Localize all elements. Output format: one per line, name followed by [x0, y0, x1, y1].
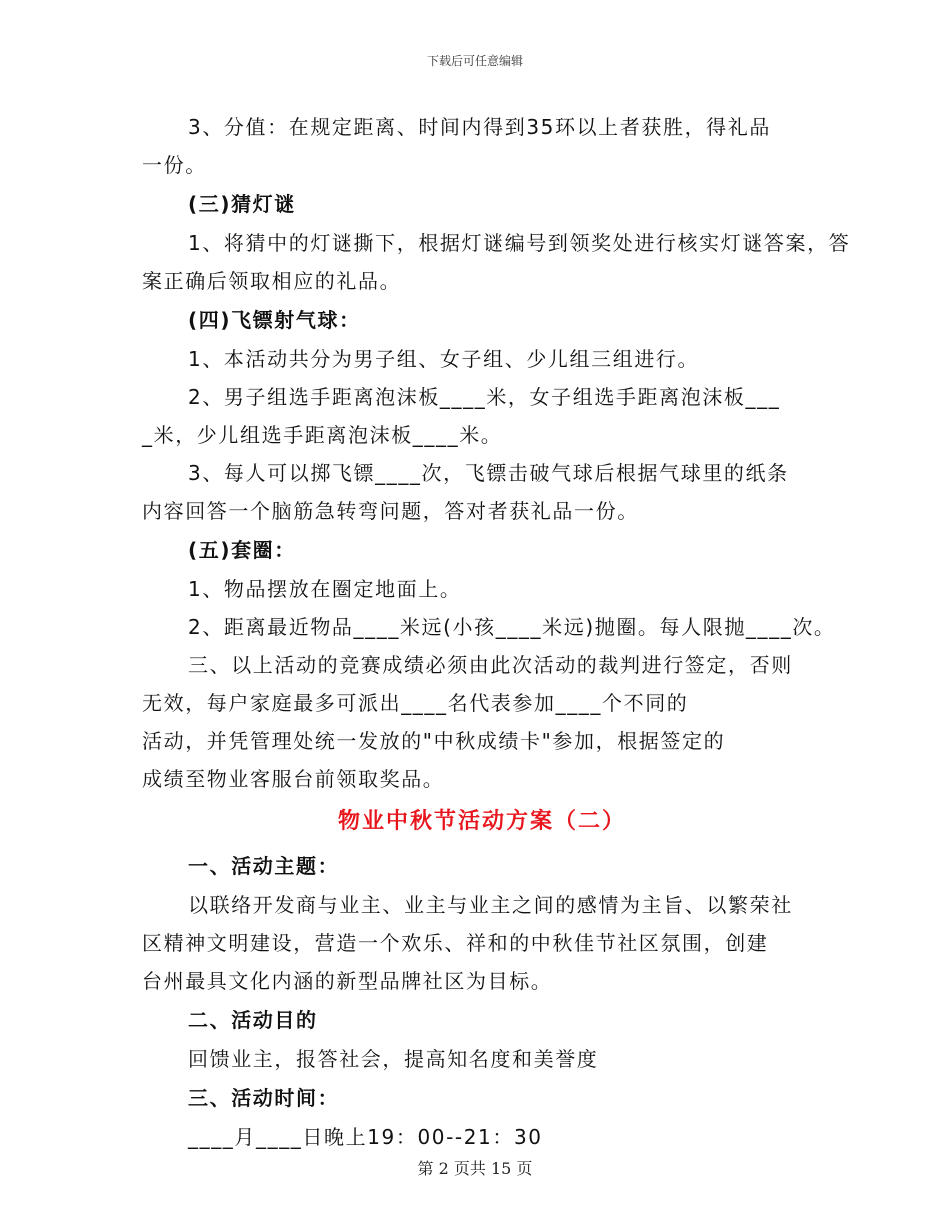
paragraph: 回馈业主，报答社会，提高知名度和美誉度	[188, 1047, 599, 1071]
section-heading: (三)猜灯谜	[188, 192, 296, 216]
paragraph-continuation: 案正确后领取相应的礼品。	[142, 269, 402, 293]
paragraph: ____月____日晚上19：00--21：30	[188, 1125, 543, 1149]
paragraph: 三、以上活动的竞赛成绩必须由此次活动的裁判进行签定，否则	[188, 653, 793, 677]
section-heading: 二、活动目的	[188, 1008, 318, 1032]
paragraph-continuation: 活动，并凭管理处统一发放的"中秋成绩卡"参加，根据签定的	[142, 729, 726, 753]
paragraph-continuation: 内容回答一个脑筋急转弯问题，答对者获礼品一份。	[142, 499, 639, 523]
paragraph: 2、男子组选手距离泡沫板____米，女子组选手距离泡沫板___	[188, 385, 781, 409]
section-heading: 三、活动时间：	[188, 1086, 340, 1110]
paragraph-continuation: _米，少儿组选手距离泡沫板____米。	[142, 423, 503, 447]
paragraph: 1、本活动共分为男子组、女子组、少儿组三组进行。	[188, 347, 700, 371]
paragraph: 1、物品摆放在圈定地面上。	[188, 577, 462, 601]
paragraph-continuation: 成绩至物业客服台前领取奖品。	[142, 767, 445, 791]
document-body	[142, 108, 851, 1156]
section-heading: (五)套圈：	[188, 538, 296, 562]
paragraph: 3、每人可以掷飞镖____次，飞镖击破气球后根据气球里的纸条	[188, 461, 789, 485]
page-footer: 第 2 页共 15 页	[417, 1159, 533, 1178]
paragraph-continuation: 台州最具文化内涵的新型品牌社区为目标。	[142, 969, 553, 993]
section-heading: (四)飞镖射气球：	[188, 308, 361, 332]
paragraph: 1、将猜中的灯谜撕下，根据灯谜编号到领奖处进行核实灯谜答案，答	[188, 231, 851, 255]
paragraph: 以联络开发商与业主、业主与业主之间的感情为主旨、以繁荣社	[188, 893, 793, 917]
paragraph: 2、距离最近物品____米远(小孩____米远)抛圈。每人限抛____次。	[188, 615, 836, 639]
paragraph-continuation: 无效，每户家庭最多可派出____名代表参加____个不同的	[142, 691, 689, 715]
section-title: 物业中秋节活动方案（二）	[337, 809, 626, 834]
paragraph: 3、分值：在规定距离、时间内得到35环以上者获胜，得礼品	[188, 115, 771, 139]
paragraph-continuation: 一份。	[142, 153, 207, 177]
page-header: 下载后可任意编辑	[426, 54, 523, 68]
paragraph-continuation: 区精神文明建设，营造一个欢乐、祥和的中秋佳节社区氛围，创建	[142, 931, 769, 955]
section-heading: 一、活动主题：	[188, 854, 340, 878]
